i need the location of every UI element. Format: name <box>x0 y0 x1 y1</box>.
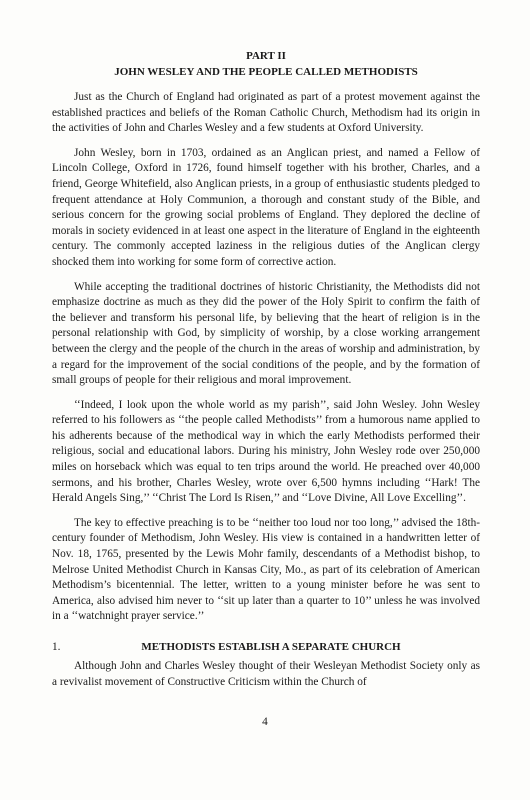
paragraph-origin: Just as the Church of England had originated as part of a protest movement against the established practices and beliefs of the Roman Catholic Church, Methodism had its origin in the activities of John and Charles Wesley and a few students at Oxford University. <box>52 91 480 135</box>
part-label: PART II <box>246 50 286 62</box>
section-number: 1. <box>52 641 61 653</box>
paragraph-preaching: The key to effective preaching is to be ‘‘neither too loud nor too long,’’ advised the 18th-century founder of Methodism, John Wesley. His view is contained in a handwritten letter of Nov. 18, 1765, presented by the Lewis Mohr family, descendants of a Methodist bishop, to Melrose United Methodist Church in Kansas City, Mo., as part of its celebration of American Methodism’s bicentennial. The letter, written to a young minister before he was sent to America, also advised him never to ‘‘sit up later than a quarter to 10’’ unless he was involved in a ‘‘watchnight prayer service.’’ <box>52 516 480 623</box>
page-number: 4 <box>262 716 268 728</box>
part-title: JOHN WESLEY AND THE PEOPLE CALLED METHODISTS <box>114 66 418 78</box>
paragraph-world-parish: ‘‘Indeed, I look upon the whole world as my parish’’, said John Wesley. John Wesley referred to his followers as ‘‘the people called Methodists’’ from a humorous name applied to his adherents because of the methodical way in which the early Methodists performed their religious, social and educational labors. During his ministry, John Wesley rode over 250,000 miles on horseback which was equal to ten trips around the world. He preached over 40,000 sermons, and his brother, Charles Wesley, wrote over 6,500 hymns including ‘‘Hark! The Herald Angels Sing,’’ ‘‘Christ The Lord Is Risen,’’ and ‘‘Love Divine, All Love Excelling’’. <box>52 398 480 505</box>
section-title: METHODISTS ESTABLISH A SEPARATE CHURCH <box>141 641 401 653</box>
paragraph-john-wesley: John Wesley, born in 1703, ordained as an Anglican priest, and named a Fellow of Lincoln College, Oxford in 1726, found himself together with his brother, Charles, and a friend, George Whitefield, also Anglican priests, in a group of enthusiastic students pledged to frequent attendance at Holy Communion, a thorough and constant study of the Bible, and serious concern for the growing social problems of England. They deplored the decline of morals in society evidenced in at least one aspect in the literature of England in the eighteenth century. The commonly accepted laziness in the religious duties of the Anglican clergy shocked them into working for some form of corrective action. <box>52 146 480 268</box>
paragraph-separate-church: Although John and Charles Wesley thought of their Wesleyan Methodist Society only as a revivalist movement of Constructive Criticism within the Church of <box>52 660 480 688</box>
paragraph-doctrine: While accepting the traditional doctrines of historic Christianity, the Methodists did not emphasize doctrine as much as they did the power of the Holy Spirit to confirm the faith of the believer and transform his personal life, by believing that the heart of religion is in the personal relationship with God, by simplicity of worship, by a close working arrangement between the clergy and the people of the church in the areas of worship and administration, by a regard for the improvement of the social conditions of the people, and by the formation of small groups of people for their religious and moral improvement. <box>52 280 480 387</box>
section-heading <box>52 641 480 653</box>
